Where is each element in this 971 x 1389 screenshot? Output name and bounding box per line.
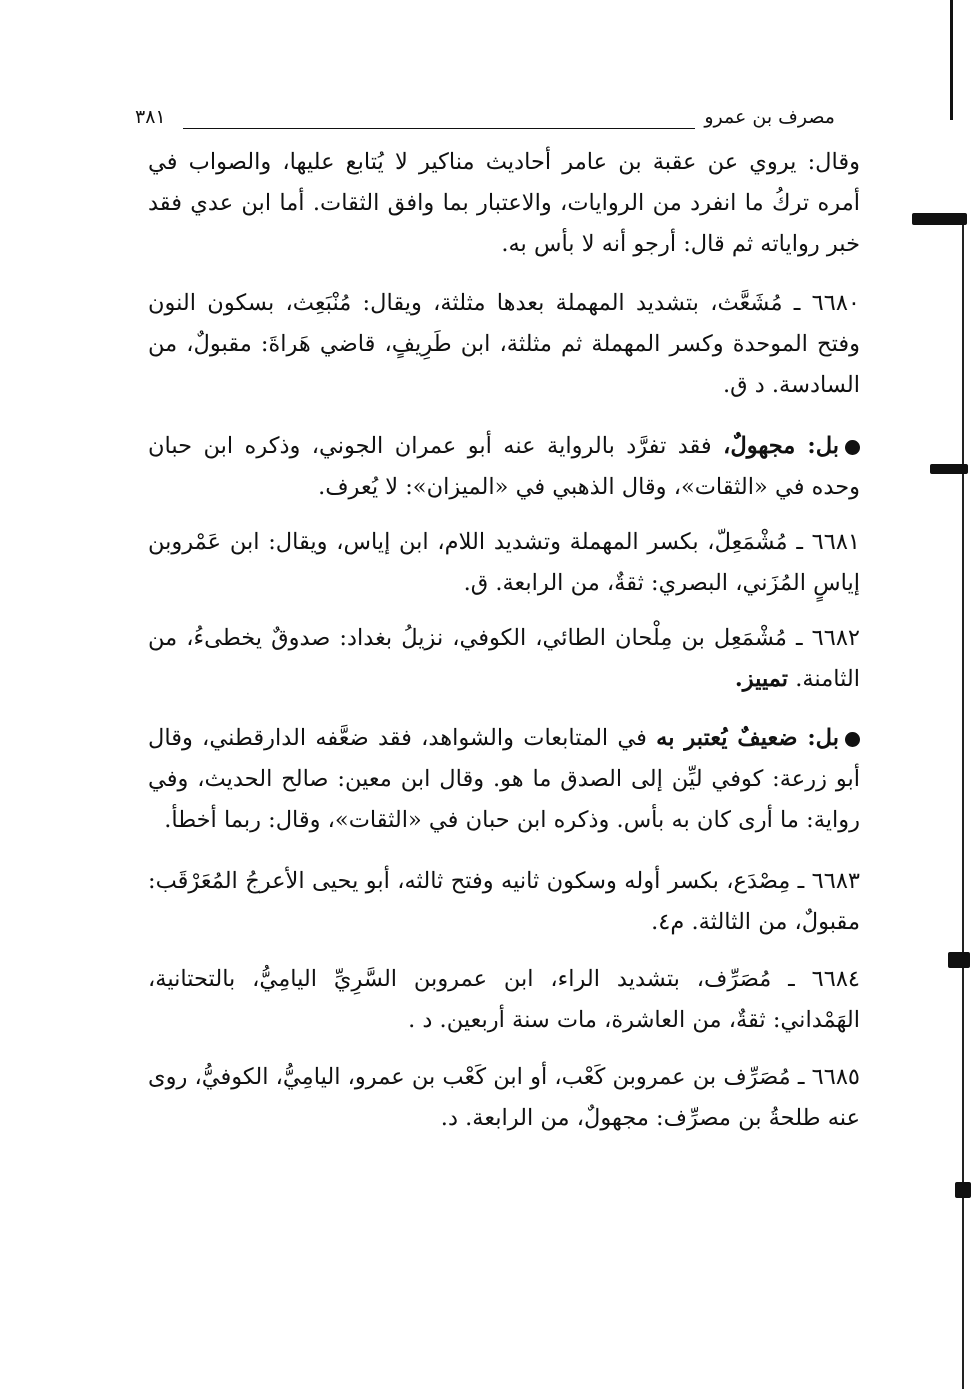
- page-number: ٣٨١: [135, 106, 166, 128]
- page-edge-line: [962, 220, 964, 1389]
- entry-6682: [148, 618, 860, 700]
- entry-text: ٦٦٨٣ ـ مِصْدَع، بكسر أوله وسكون ثانيه وفتح ثالثه، أبو يحيى الأعرجُ المُعَرْقَب: مقبولٌ، من الثالثة. م٤.: [148, 868, 860, 935]
- note-6680: [148, 426, 860, 508]
- edge-mark: [930, 464, 968, 474]
- entry-text: ٦٦٨٥ ـ مُصَرِّف بن عمروبن كَعْب، أو ابن كَعْب بن عمرو، اليامِيُّ، الكوفيُّ، روى عنه طلحةُ بن مصرِّف: مجهولٌ، من الرابعة. د.: [148, 1064, 860, 1131]
- note-6682: [148, 718, 860, 841]
- page-edge-top: [950, 0, 953, 120]
- note-lead: بل: مجهولٌ،: [723, 433, 839, 459]
- entry-6680: [148, 283, 860, 406]
- note-text: فقد تفرَّد بالرواية عنه أبو عمران الجوني، وذكره ابن حبان وحده في «الثقات»، وقال الذهبي في «الميزان»: لا يُعرف.: [148, 433, 860, 500]
- edge-mark: [955, 1182, 971, 1198]
- entry-6681: [148, 522, 860, 604]
- entry-tail: تمييز.: [734, 666, 789, 692]
- page-body: [148, 142, 860, 1139]
- continuation-paragraph: [148, 142, 860, 265]
- header-rule: [183, 128, 695, 129]
- paragraph-text: وقال: يروي عن عقبة بن عامر أحاديث مناكير لا يُتابع عليها، والصواب في أمره تركُ ما انفرد من الروايات، والاعتبار بما وافق الثقات. أما ابن عدي فقد خبر رواياته ثم قال: أرجو أنه لا بأس به.: [148, 149, 860, 257]
- note-lead: بل: ضعيفٌ يُعتبر به: [656, 725, 839, 751]
- entry-6685: [148, 1057, 860, 1139]
- header-title: مصرف بن عمرو: [704, 106, 835, 128]
- entry-text: ٦٦٨٤ ـ مُصَرِّف، بتشديد الراء، ابن عمروبن السَّرِيِّ اليامِيُّ، بالتحتانية، الهَمْداني: ثقةٌ، من العاشرة، مات سنة أربعين. د .: [148, 966, 860, 1033]
- edge-mark: [948, 952, 970, 968]
- running-header: [135, 106, 835, 136]
- entry-6684: [148, 959, 860, 1041]
- entry-text: ٦٦٨٢ ـ مُشْمَعِل بن مِلْحان الطائي، الكوفي، نزيلُ بغداد: صدوقٌ يخطىءُ، من الثامنة.: [148, 625, 860, 692]
- note-text: في المتابعات والشواهد، فقد ضعَّفه الدارقطني، وقال أبو زرعة: كوفي ليِّن إلى الصدق ما هو. وقال ابن معين: صالح الحديث، وفي رواية: ما أرى كان به بأس. وذكره ابن حبان في «الثقات»، وقال: ربما أخطأ.: [148, 725, 860, 833]
- bullet-icon: [845, 732, 860, 747]
- entry-6683: [148, 861, 860, 943]
- entry-text: ٦٦٨٠ ـ مُشَعَّث، بتشديد المهملة بعدها مثلثة، ويقال: مُنْبَعِث، بسكون النون وفتح الموحدة وكسر المهملة ثم مثلثة، ابن طَرِيفٍ، قاضي هَراةَ: مقبولٌ، من السادسة. د ق.: [148, 290, 860, 398]
- entry-text: ٦٦٨١ ـ مُشْمَعِلّ، بكسر المهملة وتشديد اللام، ابن إياس، ويقال: ابن عَمْروبن إياسٍ المُزَني، البصري: ثقةٌ، من الرابعة. ق.: [148, 529, 860, 596]
- edge-mark: [912, 213, 967, 225]
- bullet-icon: [845, 440, 860, 455]
